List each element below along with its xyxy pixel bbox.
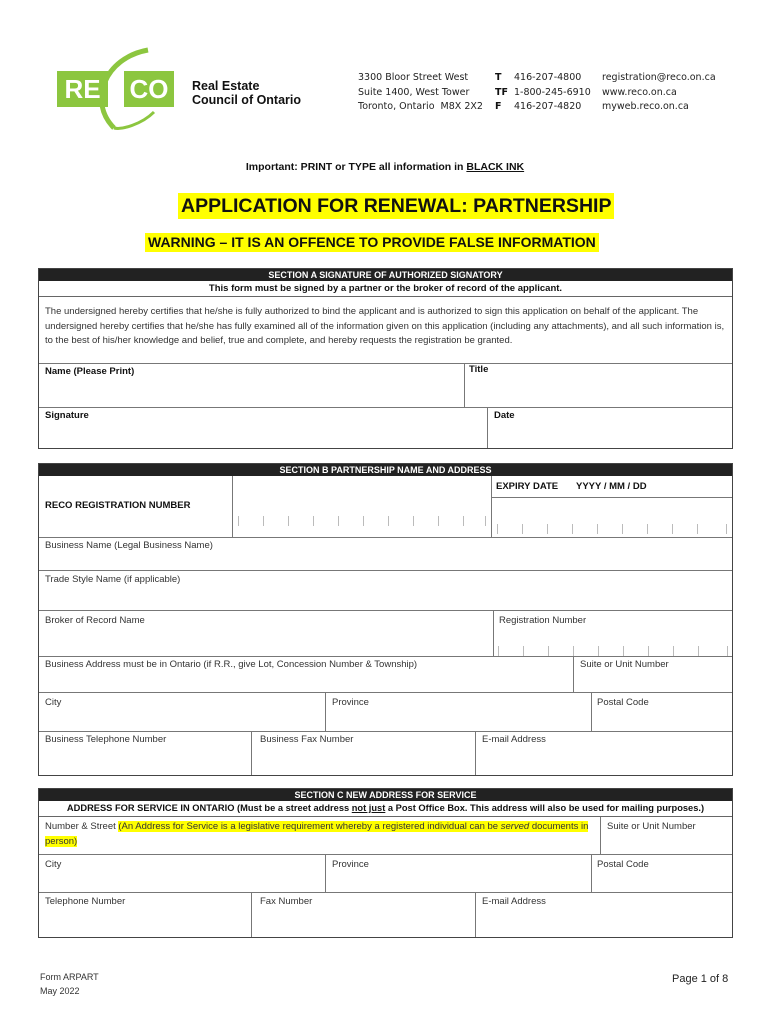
- section-c: [38, 788, 733, 938]
- address-for-service-note: (An Address for Service is a legislative requirement whereby a registered individual can be served documents in person): [45, 821, 589, 847]
- service-email-field[interactable]: [477, 908, 731, 936]
- postal-code-field[interactable]: [593, 709, 731, 730]
- website-link[interactable]: www.reco.on.ca: [602, 86, 677, 98]
- suite-unit-label: Suite or Unit Number: [580, 659, 669, 670]
- service-telephone-field[interactable]: [40, 908, 250, 936]
- city-label: City: [45, 697, 62, 708]
- address-line: 3300 Bloor Street West: [358, 72, 469, 83]
- page-number: Page 1 of 8: [672, 973, 729, 985]
- email-link[interactable]: registration@reco.on.ca: [602, 72, 716, 83]
- registration-number-label: Registration Number: [499, 615, 587, 626]
- city-field[interactable]: [40, 709, 324, 730]
- address-line: Suite 1400, West Tower: [358, 86, 470, 98]
- expiry-date-field[interactable]: [497, 514, 727, 534]
- form-date: May 2022: [40, 986, 80, 996]
- date-label: Date: [494, 410, 515, 421]
- signature-field[interactable]: [40, 423, 486, 448]
- business-address-field[interactable]: [40, 671, 572, 691]
- contact-phones: [514, 71, 591, 115]
- service-fax-field[interactable]: [253, 908, 474, 936]
- phone-number: 416-207-4820: [514, 101, 582, 112]
- section-a: [38, 268, 733, 449]
- service-province-label: Province: [332, 859, 369, 870]
- expiry-date-format: YYYY / MM / DD: [576, 481, 647, 492]
- section-a-subheader: This form must be signed by a partner or the broker of record of the applicant.: [39, 281, 732, 297]
- warning-banner: WARNING – IT IS AN OFFENCE TO PROVIDE FALSE INFORMATION: [145, 233, 599, 252]
- title-label: Title: [469, 364, 489, 375]
- number-street-label: Number & Street (An Address for Service is a legislative requirement whereby a registered individual can be served documents in person): [45, 821, 589, 847]
- business-name-field[interactable]: [40, 552, 731, 570]
- contact-keys: [495, 71, 508, 115]
- black-ink-emphasis: BLACK INK: [466, 161, 525, 173]
- certification-paragraph: The undersigned hereby certifies that he/she is fully authorized to bind the applicant and is authorized to sign this application on behalf of the applicant. The undersigned hereby certifies that he/she has fully examined all of the information given on this application (including any attachments), and all such information is, to the best of his/her knowledge and belief, true and complete, and hereby requests the registration be granted.: [45, 306, 725, 346]
- svg-text:RE: RE: [64, 74, 101, 104]
- trade-style-label: Trade Style Name (if applicable): [45, 574, 181, 585]
- section-b-header: SECTION B PARTNERSHIP NAME AND ADDRESS: [39, 464, 732, 476]
- business-fax-field[interactable]: [253, 746, 474, 774]
- service-email-label: E-mail Address: [482, 896, 546, 907]
- business-fax-label: Business Fax Number: [260, 734, 354, 745]
- section-a-header: SECTION A SIGNATURE OF AUTHORIZED SIGNATORY: [39, 269, 732, 281]
- name-field[interactable]: [40, 379, 463, 406]
- province-label: Province: [332, 697, 369, 708]
- email-label: E-mail Address: [482, 734, 546, 745]
- portal-link[interactable]: myweb.reco.on.ca: [602, 101, 689, 112]
- page-title: APPLICATION FOR RENEWAL: PARTNERSHIP: [178, 193, 614, 219]
- broker-of-record-field[interactable]: [40, 627, 492, 655]
- business-name-label: Business Name (Legal Business Name): [45, 540, 213, 551]
- reco-registration-number-field[interactable]: [238, 504, 486, 526]
- form-code: Form ARPART: [40, 972, 99, 982]
- expiry-date-label: EXPIRY DATE: [496, 481, 559, 492]
- signature-label: Signature: [45, 410, 89, 421]
- important-notice: Important: PRINT or TYPE all information in BLACK INK: [245, 161, 525, 173]
- address-line: Toronto, Ontario M8X 2X2: [358, 101, 483, 112]
- reco-logo-graphic: [52, 46, 180, 130]
- service-province-field[interactable]: [327, 871, 590, 891]
- broker-of-record-label: Broker of Record Name: [45, 615, 145, 626]
- business-telephone-field[interactable]: [40, 746, 250, 774]
- service-fax-label: Fax Number: [260, 896, 313, 907]
- province-field[interactable]: [327, 709, 590, 730]
- org-name-line2: Council of Ontario: [192, 93, 302, 107]
- postal-code-label: Postal Code: [597, 697, 649, 708]
- phone-number: 1-800-245-6910: [514, 86, 591, 98]
- service-suite-unit-label: Suite or Unit Number: [607, 821, 696, 832]
- suite-unit-field[interactable]: [575, 671, 731, 691]
- service-city-field[interactable]: [40, 871, 324, 891]
- contact-key: F: [495, 101, 502, 112]
- section-c-subheader: ADDRESS FOR SERVICE IN ONTARIO (Must be a street address not just a Post Office Box. This address will also be used for mailing purposes.): [39, 801, 732, 817]
- business-telephone-label: Business Telephone Number: [45, 734, 167, 745]
- contact-web: [602, 71, 716, 115]
- org-name-line1: Real Estate: [192, 79, 260, 93]
- name-label: Name (Please Print): [45, 366, 135, 377]
- business-address-label: Business Address must be in Ontario (if R.R., give Lot, Concession Number & Township): [45, 659, 418, 670]
- registration-number-field[interactable]: [498, 636, 728, 656]
- reco-registration-label: RECO REGISTRATION NUMBER: [45, 500, 191, 511]
- contact-key: TF: [495, 86, 508, 98]
- not-just-emphasis: not just: [351, 803, 386, 813]
- service-telephone-label: Telephone Number: [45, 896, 126, 907]
- trade-style-field[interactable]: [40, 586, 731, 609]
- service-city-label: City: [45, 859, 62, 870]
- contact-key: T: [495, 72, 502, 83]
- title-field[interactable]: [466, 379, 731, 406]
- email-field[interactable]: [477, 746, 731, 774]
- org-address: [358, 71, 483, 115]
- section-c-header: SECTION C NEW ADDRESS FOR SERVICE: [39, 789, 732, 801]
- svg-text:CO: CO: [129, 74, 169, 104]
- date-field[interactable]: [489, 423, 731, 448]
- service-postal-code-field[interactable]: [593, 871, 731, 891]
- section-b: [38, 463, 733, 776]
- service-suite-unit-field[interactable]: [602, 835, 731, 853]
- reco-logo: [52, 46, 180, 130]
- phone-number: 416-207-4800: [514, 72, 582, 83]
- service-postal-code-label: Postal Code: [597, 859, 649, 870]
